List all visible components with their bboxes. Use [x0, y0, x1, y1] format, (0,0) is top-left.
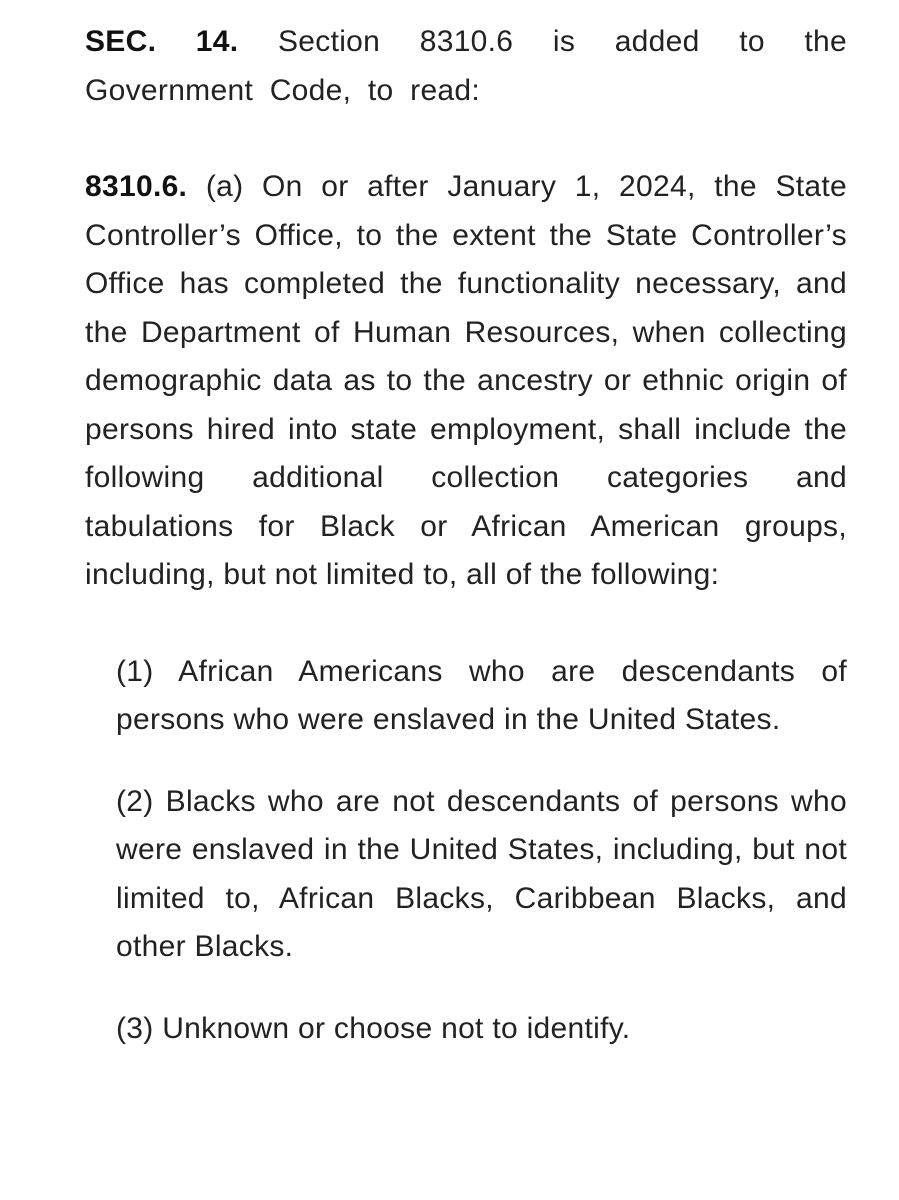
section-body-text: (a) On or after January 1, 2024, the State Controller’s Office, to the extent the State Controller’s Office has completed the functionality necessary, and the Department of Human Resources, when collecting demographic data as to the ancestry or ethnic origin of persons hired into state employment, shall include the following additional collection categories and tabulations for Black or African American groups, including, but not limited to, all of the following:: [85, 170, 847, 591]
section-label: SEC. 14.: [85, 25, 239, 58]
spacer: [85, 745, 847, 778]
section-number: 8310.6.: [85, 170, 188, 203]
list-item: (1) African Americans who are descendants of persons who were enslaved in the United States.: [116, 654, 847, 736]
list-item: (2) Blacks who are not descendants of persons who were enslaved in the United States, including, but not limited to, African Blacks, Caribbean Blacks, and other Blacks.: [116, 784, 847, 963]
document-page: [85, 18, 847, 1053]
section-header-paragraph: [85, 18, 847, 115]
spacer: [85, 600, 847, 648]
spacer: [85, 972, 847, 1005]
section-body-paragraph: [85, 163, 847, 600]
spacer: [85, 115, 847, 163]
list-item: (3) Unknown or choose not to identify.: [116, 1011, 631, 1045]
section-header-text: Section 8310.6 is added to the Government Code, to read:: [85, 25, 847, 107]
